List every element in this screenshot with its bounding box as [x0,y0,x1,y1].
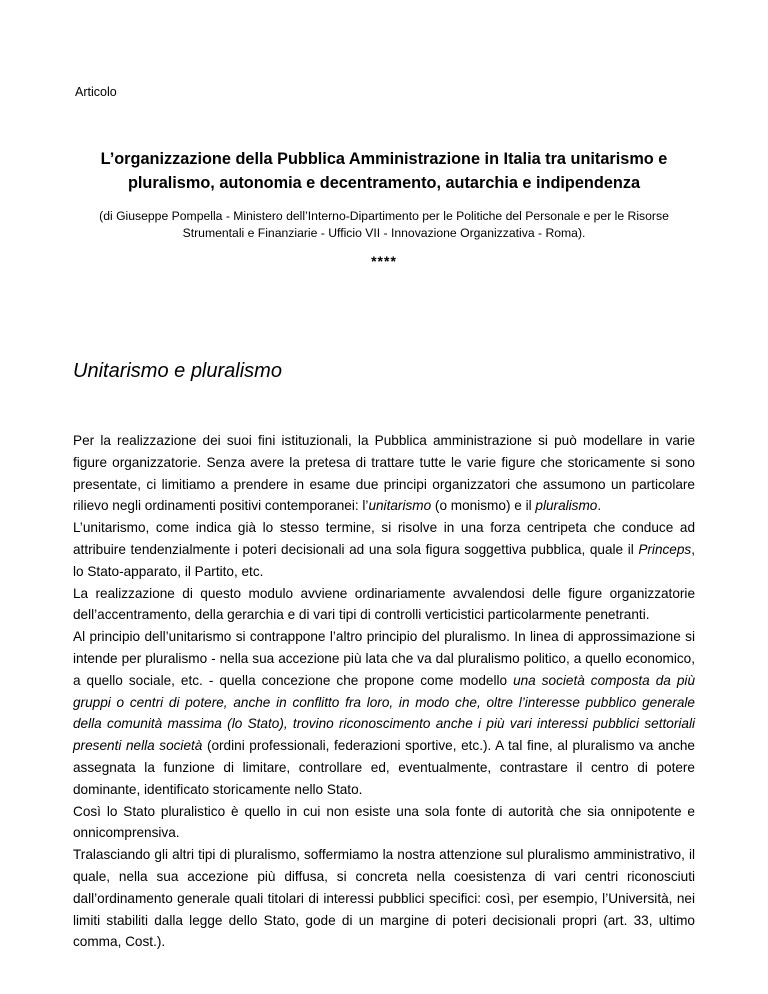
section-separator: **** [371,253,397,269]
article-kicker: Articolo [75,85,117,99]
title-line-2: pluralismo, autonomia e decentramento, autarchia e indipendenza [127,174,641,192]
paragraph-1-text-b: (o monismo) e il [431,498,536,514]
section-body [73,430,695,953]
title-line-1: L’organizzazione della Pubblica Amministrazione in Italia tra unitarismo e [100,150,668,168]
paragraph-4-text-b: (ordini professionali, federazioni sportive, etc.). A tal fine, al pluralismo va anche assegnata la funzione di limitare, controllare ed, eventualmente, contrastare il centro di potere dominante, identificato storicamente nello Stato. [73,738,695,797]
paragraph-5: Così lo Stato pluralistico è quello in cui non esiste una sola fonte di autorità che sia onnipotente e onnicomprensiva. [73,803,695,841]
paragraph-1-text-a: Per la realizzazione dei suoi fini istituzionali, la Pubblica amministrazione si può modellare in varie figure organizzatorie. Senza avere la pretesa di trattare tutte le varie figure che storicamente si sono presentate, ci limitiamo a prendere in esame due principi organizzatori che assumono un particolare rilievo negli ordinamenti positivi contemporanei: l’ [73,433,695,514]
article-title [60,147,708,195]
paragraph-3: La realizzazione di questo modulo avviene ordinariamente avvalendosi delle figure organizzatorie dell’accentramento, della gerarchia e di vari tipi di controlli verticistici particolarmente penetranti. [73,585,695,623]
paragraph-6: Tralasciando gli altri tipi di pluralismo, soffermiamo la nostra attenzione sul pluralismo amministrativo, il quale, nella sua accezione più diffusa, si concreta nella coesistenza di vari centri riconosciuti dall’ordinamento generale quali titolari di interessi pubblici specifici: così, per esempio, l’Università, nei limiti stabiliti dalla legge dello Stato, gode di un margine di poteri decisionali propri (art. 33, ultimo comma, Cost.). [73,847,695,950]
paragraph-2 [73,517,695,582]
paragraph-1 [73,430,695,517]
paragraph-4 [73,626,695,800]
paragraph-4-emphasis: una società composta da più gruppi o centri di potere, anche in conflitto fra loro, in modo che, oltre l’interesse pubblico generale della comunità massima (lo Stato), trovino riconoscimento anche i più vari interessi pubblici settoriali presenti nella società [73,672,696,754]
byline-line-2: Strumentali e Finanziarie - Ufficio VII - Innovazione Organizzativa - Roma). [182,226,586,240]
paragraph-2-text-a: L’unitarismo, come indica già lo stesso termine, si risolve in una forza centripeta che conduce ad attribuire tendenzialmente i poteri decisionali ad una sola figura soggettiva pubblica, quale il [73,520,695,557]
paragraph-2-emphasis: Princeps [638,541,692,557]
paragraph-1-emphasis-a: unitarismo [368,498,432,514]
section-heading: Unitarismo e pluralismo [73,360,282,382]
paragraph-4-text-a: Al principio dell’unitarismo si contrappone l’altro principio del pluralismo. In linea di approssimazione si intende per pluralismo - nella sua accezione più lata che va dal pluralismo politico, a quello economico, a quello sociale, etc. - quella concezione che propone come modello [73,629,695,688]
byline-line-1: (di Giuseppe Pompella - Ministero dell’Interno-Dipartimento per le Politiche del Personale e per le Risorse [99,209,669,223]
paragraph-1-text-c: . [597,498,602,514]
paragraph-2-text-b: , lo Stato-apparato, il Partito, etc. [73,541,695,579]
article-byline [60,208,708,242]
paragraph-1-emphasis-b: pluralismo [535,498,598,514]
